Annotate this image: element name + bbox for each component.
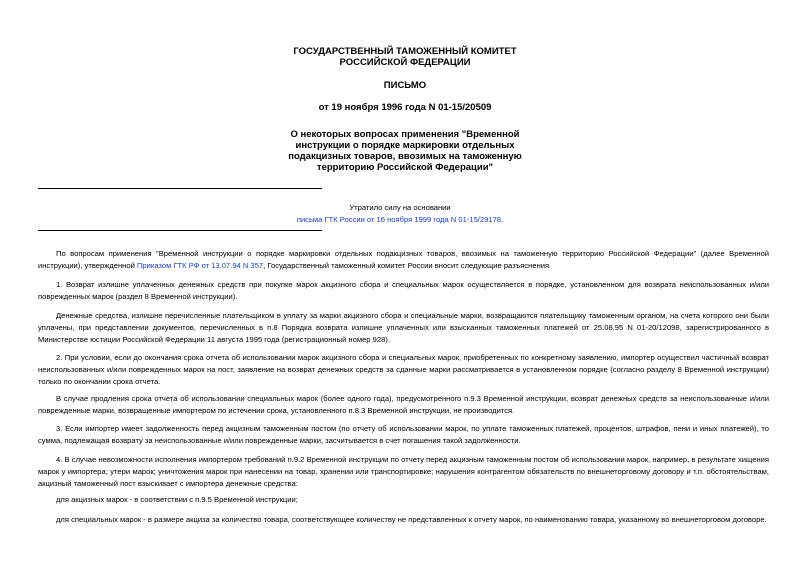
paragraph-1-continued: Денежные средства, излишне перечисленные плательщиком в уплату за марки акцизного сбора и специальные марки, возвращаются плательщику таможенным органом, на счета которого они были уплачены, при представлении документов, перечисленных в п.8 Порядка возврата излишне уплаченных или взысканных таможенных платежей от 25.08.95 N 01-20/12098, зарегистрированного в Министерстве юстиции Российской Федерации 11 августа 1995 года (регистрационный номер 928). xyxy=(38,311,769,344)
paragraph-3: 3. Если импортер имеет задолженность перед акцизным таможенным постом (по отчету об использовании марок, по уплате таможенных платежей, процентов, штрафов, пени и иных платежей), то сумма, подлежащая возврату за неиспользованные и/или поврежденные марки, засчитывается в счет погашения такой задолженности. xyxy=(38,424,769,445)
intro-text-after-link: , Государственный таможенный комитет России вносит следующие разъяснения. xyxy=(263,261,552,270)
paragraph-4-item-excise: для акцизных марок - в соответствии с п.9.5 Временной инструкции; xyxy=(56,495,298,504)
document-title-line4: территорию Российской Федерации" xyxy=(316,162,494,173)
paragraph-2: 2. При условии, если до окончания срока отчета об использовании марок акцизного сбора и специальных марок, приобретенных по конкретному заявлению, импортер осуществил частичный возврат неиспользованных и/или поврежденных марок на пост, заявление на возврат денежных средств за сданные марки рассматривается в установленном порядке (согласно разделу 8 Временной инструкции) только по окончании срока отчета. xyxy=(38,353,769,386)
order-link[interactable]: Приказом ГТК РФ от 13.07.94 N 357 xyxy=(136,261,264,270)
document-date-number: от 19 ноября 1996 года N 01-15/20509 xyxy=(318,102,492,113)
organization-name-line2: РОССИЙСКОЙ ФЕДЕРАЦИИ xyxy=(339,57,471,68)
document-title-line3: подакцизных товаров, ввозимых на таможенную xyxy=(288,151,522,162)
paragraph-4: 4. В случае невозможности исполнения импортером требований п.9.2 Временной инструкции по отчету перед акцизным таможенным постом об использовании марок, например, в результате хищения марок у импортера; утери марок; уничтожения марок при нанесении на товар, хранении или транспортировке; нарушения контрагентом обязательств по внешнеторговому договору и т.п. обстоятельствам, акцизный таможенный пост взыскивает с импортера денежные средства: xyxy=(38,455,769,488)
status-note xyxy=(150,202,650,226)
repeal-letter-link[interactable]: письма ГТК России от 16 ноября 1999 года N 01-15/29178 xyxy=(296,215,502,224)
organization-name xyxy=(140,46,670,68)
document-type: ПИСЬМО xyxy=(383,80,427,91)
paragraph-intro xyxy=(38,248,769,272)
bottom-divider xyxy=(38,230,322,231)
status-note-line1: Утратило силу на основании xyxy=(349,203,451,212)
paragraph-2-continued: В случае продления срока отчета об использовании специальных марок (более одного года), предусмотренного п.9.3 Временной инструкции, возврат денежных средств за неиспользованные и/или поврежденные марки, возвращенные импортером по истечении срока, установленного п.8.3 Временной инструкции, не производится. xyxy=(38,394,769,415)
intro-text-before-link: По вопросам применения "Временной инструкции о порядке маркировки отдельных подакцизных товаров, ввозимых на таможенную территорию Российской Федерации" (далее Временной инструкции), утвержденной xyxy=(38,249,769,270)
paragraph-1: 1. Возврат излишне уплаченных денежных средств при покупке марок акцизного сбора и специальных марок осуществляется в порядке, установленном для возврата неиспользованных и/или поврежденных марок (раздел 8 Временной инструкции). xyxy=(38,280,769,301)
document-title xyxy=(140,129,670,173)
status-note-period: . xyxy=(501,215,504,224)
document-title-line1: О некоторых вопросах применения "Временной xyxy=(290,129,520,140)
top-divider xyxy=(38,188,322,189)
organization-name-line1: ГОСУДАРСТВЕННЫЙ ТАМОЖЕННЫЙ КОМИТЕТ xyxy=(293,46,517,57)
paragraph-4-item-special: для специальных марок - в размере акциза за количество товара, соответствующее количеству не представленных к отчету марок, по наименованию товара, указанному во внешнеторговом договоре. xyxy=(56,515,767,524)
status-note-line2 xyxy=(150,214,650,226)
document-title-line2: инструкции о порядке маркировки отдельных xyxy=(295,140,515,151)
